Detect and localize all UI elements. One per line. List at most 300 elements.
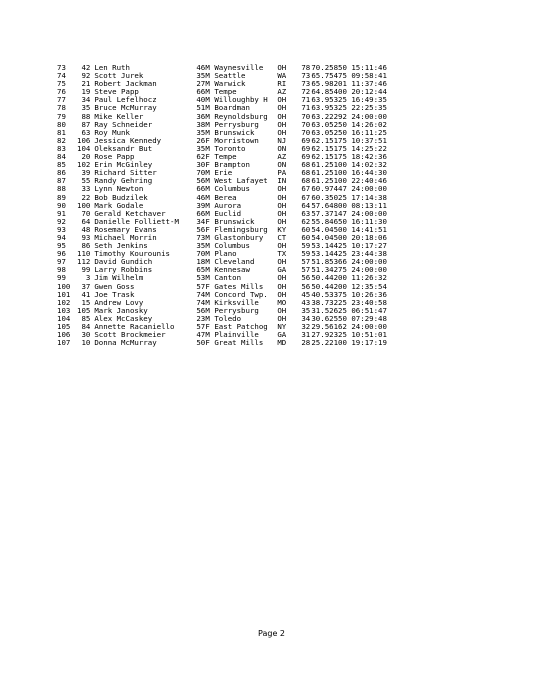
result-place: 85	[57, 160, 66, 170]
result-laps: 68	[301, 160, 311, 170]
result-time: 14:02:32	[351, 160, 387, 170]
result-score: 55.84650	[311, 216, 347, 226]
result-city: Flemingsburg	[214, 225, 268, 234]
result-age: 46	[196, 63, 206, 72]
result-time: 06:51:47	[351, 305, 387, 315]
result-place: 92	[57, 216, 66, 226]
result-bib: 10	[81, 338, 91, 348]
result-score: 27.92325	[311, 330, 347, 340]
result-name: Annette Racaniello	[94, 323, 175, 331]
result-laps: 59	[301, 241, 311, 251]
result-city: Perrysburg	[214, 120, 259, 129]
result-score: 50.44200	[311, 273, 347, 283]
result-sex: F	[205, 152, 210, 162]
result-place: 95	[57, 241, 66, 251]
result-age: 56	[196, 305, 206, 315]
result-state: CT	[277, 232, 287, 242]
result-sex: M	[205, 200, 210, 210]
result-sex: M	[205, 192, 210, 202]
result-score: 54.04500	[311, 224, 347, 234]
result-name: Danielle Folliett-M	[94, 217, 179, 226]
result-name: Paul Lefelhocz	[94, 96, 157, 105]
result-place: 79	[57, 111, 66, 121]
result-sex: M	[205, 249, 210, 259]
result-time: 14:26:02	[351, 119, 387, 129]
result-state: RI	[277, 79, 287, 89]
result-state: IN	[277, 176, 287, 186]
result-score: 64.85400	[311, 87, 347, 97]
result-name: Erin McGinley	[94, 161, 153, 170]
result-place: 100	[57, 281, 71, 291]
page-number: Page 2	[258, 629, 285, 638]
result-state: KY	[277, 224, 287, 234]
result-sex: M	[205, 257, 210, 267]
result-name: Alex McCaskey	[94, 314, 153, 323]
result-name: Bruce McMurray	[94, 104, 157, 113]
result-sex: M	[205, 313, 210, 323]
result-name: Mike Keller	[94, 112, 144, 121]
result-score: 31.52625	[311, 305, 347, 315]
result-laps: 62	[301, 216, 311, 226]
result-row	[57, 339, 397, 347]
result-city: Berea	[214, 193, 237, 202]
result-bib: 15	[81, 297, 91, 307]
result-time: 07:29:48	[351, 313, 387, 323]
result-city: East Patchog	[214, 323, 268, 331]
result-sex: M	[205, 176, 210, 186]
result-score: 61.25100	[311, 176, 347, 186]
result-city: Columbus	[214, 185, 250, 194]
result-laps: 60	[301, 224, 311, 234]
result-bib: 19	[81, 87, 91, 97]
result-city: Great Mills	[214, 339, 264, 348]
result-name: Andrew Lovy	[94, 298, 144, 307]
result-time: 22:40:46	[351, 176, 387, 186]
result-state: GA	[277, 330, 287, 340]
result-name: Timothy Kourounis	[94, 250, 171, 259]
result-city: Brunswick	[214, 128, 255, 137]
result-city: Perrysburg	[214, 306, 259, 315]
result-laps: 78	[301, 63, 311, 72]
result-bib: 93	[81, 232, 91, 242]
result-city: Glastonbury	[214, 233, 264, 242]
result-name: Michael Morrin	[94, 233, 157, 242]
result-sex: F	[205, 322, 210, 331]
result-time: 10:51:01	[351, 330, 387, 340]
result-sex: F	[205, 216, 210, 226]
result-name: Mark Godale	[94, 201, 144, 210]
result-score: 60.35025	[311, 192, 347, 202]
result-bib: 86	[81, 241, 91, 251]
result-bib: 110	[77, 249, 91, 259]
result-time: 10:17:27	[351, 241, 387, 251]
result-bib: 3	[85, 273, 91, 283]
result-score: 57.64800	[311, 200, 347, 210]
result-bib: 39	[81, 168, 91, 178]
result-score: 61.25100	[311, 160, 347, 170]
result-place: 97	[57, 257, 66, 267]
result-city: Plainville	[214, 331, 259, 340]
result-city: Columbus	[214, 242, 250, 251]
result-sex: M	[205, 184, 210, 194]
result-score: 40.53375	[311, 289, 347, 299]
result-age: 57	[196, 281, 206, 291]
result-bib: 85	[81, 313, 91, 323]
result-score: 65.98201	[311, 79, 347, 89]
result-place: 96	[57, 249, 66, 259]
result-age: 35	[196, 143, 206, 153]
result-laps: 60	[301, 232, 311, 242]
results-body	[57, 64, 397, 347]
result-city: Boardman	[214, 104, 250, 113]
result-name: Rose Papp	[94, 153, 135, 162]
result-sex: M	[205, 241, 210, 251]
result-name: Len Ruth	[94, 64, 130, 72]
result-state: OH	[277, 289, 287, 299]
result-state: OH	[277, 119, 287, 129]
result-score: 61.25100	[311, 168, 347, 178]
result-state: OH	[277, 281, 287, 291]
result-age: 66	[196, 208, 206, 218]
result-sex: M	[205, 297, 210, 307]
result-time: 24:00:00	[351, 322, 387, 331]
result-state: OH	[277, 127, 287, 137]
result-time: 24:00:00	[351, 257, 387, 267]
result-sex: M	[205, 127, 210, 137]
result-score: 63.05250	[311, 127, 347, 137]
result-place: 105	[57, 322, 71, 331]
result-name: Mark Janosky	[94, 306, 148, 315]
result-score: 63.22292	[311, 111, 347, 121]
result-place: 78	[57, 103, 66, 113]
result-age: 39	[196, 200, 206, 210]
result-state: OH	[277, 200, 287, 210]
result-age: 23	[196, 313, 206, 323]
result-bib: 41	[81, 289, 91, 299]
result-bib: 105	[77, 305, 91, 315]
result-sex: M	[205, 111, 210, 121]
result-score: 63.05250	[311, 119, 347, 129]
result-state: ON	[277, 160, 287, 170]
result-state: OH	[277, 63, 287, 72]
result-state: ON	[277, 143, 287, 153]
result-score: 63.95325	[311, 103, 347, 113]
result-bib: 22	[81, 192, 91, 202]
result-sex: M	[205, 103, 210, 113]
result-city: Morristown	[214, 136, 259, 145]
result-place: 102	[57, 297, 71, 307]
result-age: 56	[196, 224, 206, 234]
result-laps: 34	[301, 313, 311, 323]
result-age: 35	[196, 71, 206, 81]
result-time: 16:44:30	[351, 168, 387, 178]
result-city: Plano	[214, 250, 237, 259]
result-name: Randy Gehring	[94, 177, 153, 186]
result-state: AZ	[277, 152, 287, 162]
result-city: Seattle	[214, 72, 246, 81]
result-state: OH	[277, 111, 287, 121]
result-city: Tempe	[214, 153, 237, 162]
result-bib: 70	[81, 208, 91, 218]
result-bib: 102	[77, 160, 91, 170]
result-place: 106	[57, 330, 71, 340]
result-age: 56	[196, 176, 206, 186]
result-name: Larry Robbins	[94, 266, 153, 275]
result-time: 19:17:19	[351, 338, 387, 348]
result-city: Erie	[214, 169, 233, 178]
result-state: MD	[277, 338, 287, 348]
result-name: Gwen Goss	[94, 282, 135, 291]
result-age: 18	[196, 257, 206, 267]
result-bib: 35	[81, 103, 91, 113]
result-time: 23:44:38	[351, 249, 387, 259]
result-age: 38	[196, 119, 206, 129]
result-city: Warwick	[214, 80, 246, 89]
result-sex: M	[205, 265, 210, 275]
result-bib: 48	[81, 224, 91, 234]
result-city: Canton	[214, 274, 242, 283]
result-bib: 104	[77, 143, 91, 153]
result-name: David Gundich	[94, 258, 153, 267]
result-age: 50	[196, 338, 206, 348]
result-laps: 70	[301, 111, 311, 121]
result-name: Steve Papp	[94, 88, 139, 97]
result-score: 51.85366	[311, 257, 347, 267]
result-bib: 92	[81, 71, 91, 81]
result-name: Scott Jurek	[94, 72, 144, 81]
result-sex: M	[205, 330, 210, 340]
result-bib: 21	[81, 79, 91, 89]
result-age: 35	[196, 127, 206, 137]
result-place: 104	[57, 313, 71, 323]
result-bib: 99	[81, 265, 91, 275]
result-state: NJ	[277, 135, 287, 145]
result-laps: 57	[301, 257, 311, 267]
result-place: 91	[57, 208, 66, 218]
result-laps: 71	[301, 95, 311, 105]
result-state: AZ	[277, 87, 287, 97]
result-name: Seth Jenkins	[94, 242, 148, 251]
result-laps: 64	[301, 200, 311, 210]
result-sex: M	[205, 87, 210, 97]
result-place: 101	[57, 289, 71, 299]
result-age: 73	[196, 232, 206, 242]
result-time: 14:41:51	[351, 224, 387, 234]
result-state: OH	[277, 241, 287, 251]
result-score: 63.95325	[311, 95, 347, 105]
result-bib: 112	[77, 257, 91, 267]
result-laps: 56	[301, 281, 311, 291]
result-score: 62.15175	[311, 135, 347, 145]
result-city: Toronto	[214, 144, 246, 153]
result-city: Kirksville	[214, 298, 259, 307]
result-age: 27	[196, 79, 206, 89]
result-laps: 56	[301, 273, 311, 283]
result-age: 35	[196, 241, 206, 251]
result-bib: 20	[81, 152, 91, 162]
result-state: OH	[277, 257, 287, 267]
result-time: 22:25:35	[351, 103, 387, 113]
result-age: 53	[196, 273, 206, 283]
result-laps: 69	[301, 135, 311, 145]
result-sex: M	[205, 143, 210, 153]
result-bib: 30	[81, 330, 91, 340]
result-time: 20:12:44	[351, 87, 387, 97]
result-name: Scott Brockmeier	[94, 331, 166, 340]
result-city: West Lafayet	[214, 177, 268, 186]
result-age: 40	[196, 95, 206, 105]
result-place: 84	[57, 152, 66, 162]
result-laps: 57	[301, 265, 311, 275]
result-place: 83	[57, 143, 66, 153]
result-laps: 72	[301, 87, 311, 97]
result-place: 80	[57, 119, 66, 129]
result-name: Jim Wilhelm	[94, 274, 144, 283]
result-time: 10:26:36	[351, 289, 387, 299]
result-city: Concord Twp.	[214, 290, 268, 299]
result-score: 57.37147	[311, 208, 347, 218]
result-sex: F	[205, 160, 210, 170]
result-state: OH	[277, 273, 287, 283]
result-bib: 106	[77, 135, 91, 145]
result-age: 65	[196, 265, 206, 275]
result-state: OH	[277, 216, 287, 226]
result-state: GA	[277, 265, 287, 275]
result-score: 51.34275	[311, 265, 347, 275]
result-state: OH	[277, 95, 287, 105]
result-city: Euclid	[214, 209, 242, 218]
result-place: 87	[57, 176, 66, 186]
result-score: 30.62550	[311, 313, 347, 323]
result-city: Tempe	[214, 88, 237, 97]
result-sex: M	[205, 119, 210, 129]
result-place: 98	[57, 265, 66, 275]
result-time: 14:25:22	[351, 143, 387, 153]
result-time: 15:11:46	[351, 63, 387, 72]
result-age: 36	[196, 111, 206, 121]
result-time: 11:37:46	[351, 79, 387, 89]
result-laps: 31	[301, 330, 311, 340]
result-city: Brunswick	[214, 217, 255, 226]
result-score: 65.75475	[311, 71, 347, 81]
result-age: 34	[196, 216, 206, 226]
result-name: Richard Sitter	[94, 169, 157, 178]
result-time: 24:00:00	[351, 184, 387, 194]
result-laps: 70	[301, 119, 311, 129]
result-place: 86	[57, 168, 66, 178]
result-time: 16:11:25	[351, 127, 387, 137]
result-state: OH	[277, 192, 287, 202]
result-laps: 73	[301, 79, 311, 89]
result-age: 66	[196, 87, 206, 97]
result-score: 53.14425	[311, 249, 347, 259]
result-laps: 73	[301, 71, 311, 81]
result-age: 57	[196, 322, 206, 331]
result-state: NY	[277, 322, 287, 331]
result-city: Waynesville	[214, 64, 264, 72]
result-sex: M	[205, 208, 210, 218]
result-bib: 87	[81, 119, 91, 129]
result-place: 81	[57, 127, 66, 137]
result-place: 73	[57, 63, 66, 72]
result-place: 74	[57, 71, 66, 81]
result-state: OH	[277, 313, 287, 323]
result-age: 47	[196, 330, 206, 340]
result-sex: M	[205, 71, 210, 81]
result-name: Gerald Ketchaver	[94, 209, 166, 218]
result-bib: 37	[81, 281, 91, 291]
result-bib: 88	[81, 111, 91, 121]
result-state: OH	[277, 184, 287, 194]
result-age: 30	[196, 160, 206, 170]
result-sex: F	[205, 281, 210, 291]
result-sex: M	[205, 273, 210, 283]
result-score: 25.22100	[311, 338, 347, 348]
result-age: 74	[196, 297, 206, 307]
result-place: 76	[57, 87, 66, 97]
result-name: Lynn Newton	[94, 185, 144, 194]
result-state: OH	[277, 103, 287, 113]
result-laps: 67	[301, 184, 311, 194]
result-city: Willoughby H	[214, 96, 268, 105]
result-sex: F	[205, 224, 210, 234]
result-time: 09:58:41	[351, 71, 387, 81]
result-laps: 63	[301, 208, 311, 218]
result-laps: 45	[301, 289, 311, 299]
result-time: 24:00:00	[351, 208, 387, 218]
result-score: 60.97447	[311, 184, 347, 194]
result-place: 99	[57, 273, 66, 283]
result-time: 16:11:30	[351, 216, 387, 226]
result-sex: M	[205, 79, 210, 89]
result-age: 70	[196, 249, 206, 259]
result-state: PA	[277, 168, 287, 178]
result-sex: M	[205, 95, 210, 105]
result-age: 66	[196, 184, 206, 194]
result-time: 24:00:00	[351, 111, 387, 121]
result-place: 103	[57, 305, 71, 315]
result-place: 94	[57, 232, 66, 242]
result-laps: 70	[301, 127, 311, 137]
result-bib: 100	[77, 200, 91, 210]
result-city: Brampton	[214, 161, 250, 170]
result-state: TX	[277, 249, 287, 259]
result-sex: F	[205, 135, 210, 145]
result-time: 17:14:38	[351, 192, 387, 202]
result-name: Roy Munk	[94, 128, 130, 137]
result-place: 89	[57, 192, 66, 202]
result-state: MO	[277, 297, 287, 307]
result-score: 70.25850	[311, 63, 347, 72]
result-city: Kennesaw	[214, 266, 250, 275]
result-time: 23:40:58	[351, 297, 387, 307]
result-laps: 59	[301, 249, 311, 259]
result-laps: 43	[301, 297, 311, 307]
result-bib: 63	[81, 127, 91, 137]
result-laps: 35	[301, 305, 311, 315]
result-bib: 42	[81, 63, 91, 72]
result-place: 88	[57, 184, 66, 194]
result-laps: 68	[301, 176, 311, 186]
result-score: 54.04500	[311, 232, 347, 242]
result-sex: M	[205, 63, 210, 72]
result-name: Robert Jackman	[94, 80, 157, 89]
result-sex: F	[205, 338, 210, 348]
result-bib: 34	[81, 95, 91, 105]
result-score: 53.14425	[311, 241, 347, 251]
result-laps: 32	[301, 322, 311, 331]
result-time: 12:35:54	[351, 281, 387, 291]
